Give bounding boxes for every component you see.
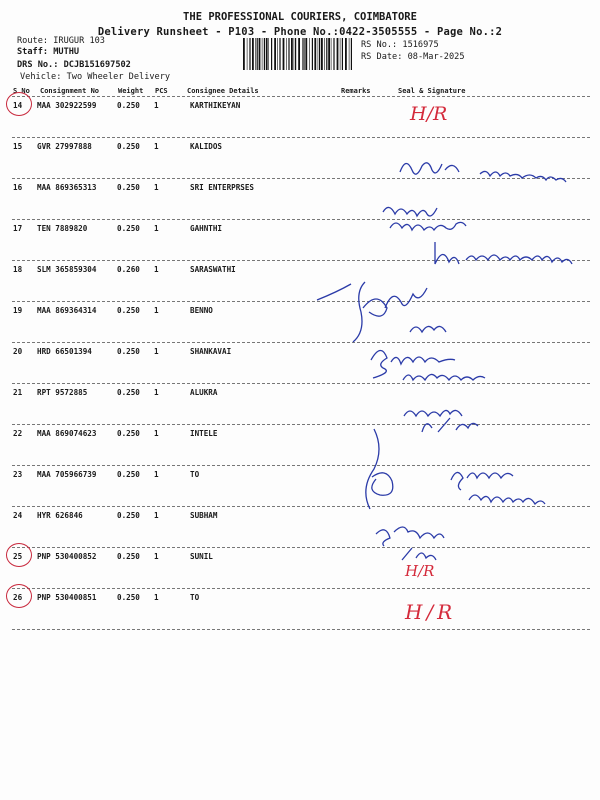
row-consignee: TO xyxy=(190,593,200,602)
route-line xyxy=(17,36,105,46)
row-consignment-no: SLM 365859304 xyxy=(37,265,97,274)
col-sno-header: S No xyxy=(13,87,30,95)
row-sno: 20 xyxy=(13,347,23,356)
signature-row25 xyxy=(372,520,462,566)
row-consignment-no: HYR 626846 xyxy=(37,511,83,520)
row-consignment-no: MAA 869074623 xyxy=(37,429,97,438)
row-consignment-no: HRD 66501394 xyxy=(37,347,92,356)
row-consignment-no: RPT 9572885 xyxy=(37,388,88,397)
row-weight: 0.250 xyxy=(117,347,140,356)
row-pcs: 1 xyxy=(154,183,159,192)
row-sno: 23 xyxy=(13,470,23,479)
signature-row17 xyxy=(430,238,595,272)
col-seal-header: Seal & Signature xyxy=(398,87,466,95)
row-sno: 18 xyxy=(13,265,23,274)
row-pcs: 1 xyxy=(154,347,159,356)
row-consignment-no: TEN 7889820 xyxy=(37,224,88,233)
col-consignment-header: Consignment No xyxy=(40,87,100,95)
route-value: IRUGUR 103 xyxy=(53,36,105,46)
row-consignment-no: PNP 530400852 xyxy=(37,552,97,561)
row-weight: 0.250 xyxy=(117,429,140,438)
red-circle-mark xyxy=(6,584,32,608)
company-title: THE PROFESSIONAL COURIERS, COIMBATORE xyxy=(183,11,417,23)
rs-no-value: 1516975 xyxy=(402,40,439,50)
row-consignee: SUBHAM xyxy=(190,511,218,520)
table-row xyxy=(0,384,600,425)
row-pcs: 1 xyxy=(154,470,159,479)
row-consignee: GAHNTHI xyxy=(190,224,223,233)
row-sno: 16 xyxy=(13,183,23,192)
signature-row19 xyxy=(315,278,475,348)
col-consignee-header: Consignee Details xyxy=(187,87,259,95)
row-weight: 0.250 xyxy=(117,593,140,602)
signature-row23 xyxy=(445,462,575,510)
signature-row16 xyxy=(378,196,508,236)
row-sno: 21 xyxy=(13,388,23,397)
row-consignee: KALIDOS xyxy=(190,142,223,151)
row-pcs: 1 xyxy=(154,142,159,151)
row-consignment-no: GVR 27997888 xyxy=(37,142,92,151)
row-consignee: SRI ENTERPRSES xyxy=(190,183,255,192)
table-row xyxy=(0,302,600,343)
table-row xyxy=(0,97,600,138)
row-weight: 0.250 xyxy=(117,552,140,561)
drs-line xyxy=(17,60,131,70)
col-remarks-header: Remarks xyxy=(341,87,371,95)
rs-date-label: RS Date: xyxy=(361,52,403,62)
rs-date-value: 08-Mar-2025 xyxy=(407,52,465,62)
row-weight: 0.250 xyxy=(117,306,140,315)
signature-row20 xyxy=(367,344,537,388)
row-pcs: 1 xyxy=(154,429,159,438)
row-pcs: 1 xyxy=(154,511,159,520)
row-consignee: SARASWATHI xyxy=(190,265,236,274)
staff-value: MUTHU xyxy=(53,47,80,57)
row-sno: 17 xyxy=(13,224,23,233)
table-row xyxy=(0,507,600,548)
row-consignee: SHANKAVAI xyxy=(190,347,232,356)
route-label: Route: xyxy=(17,36,49,46)
row-weight: 0.250 xyxy=(117,388,140,397)
staff-label: Staff: xyxy=(17,47,49,57)
row-consignee: BENNO xyxy=(190,306,213,315)
row-consignee: SUNIL xyxy=(190,552,213,561)
row-consignment-no: MAA 869364314 xyxy=(37,306,97,315)
row-weight: 0.250 xyxy=(117,224,140,233)
row-sno: 24 xyxy=(13,511,23,520)
col-weight-header: Weight xyxy=(118,87,144,95)
row-consignment-no: PNP 530400851 xyxy=(37,593,97,602)
signature-mark-row22-23 xyxy=(352,425,412,515)
row-sno: 19 xyxy=(13,306,23,315)
row-sno: 25 xyxy=(13,552,23,561)
table-row xyxy=(0,425,600,466)
rs-no-line xyxy=(361,40,439,50)
signature-row15 xyxy=(395,150,585,190)
row-pcs: 1 xyxy=(154,101,159,110)
row-sno: 26 xyxy=(13,593,23,602)
barcode-image xyxy=(243,38,353,70)
row-weight: 0.250 xyxy=(117,183,140,192)
handwritten-mark-row26: H/R xyxy=(405,600,457,624)
row-weight: 0.260 xyxy=(117,265,140,274)
row-consignee: ALUKRA xyxy=(190,388,218,397)
row-consignee: INTELE xyxy=(190,429,218,438)
vehicle-line xyxy=(20,72,170,82)
row-sno: 22 xyxy=(13,429,23,438)
row-weight: 0.250 xyxy=(117,142,140,151)
table-row xyxy=(0,589,600,630)
drs-label: DRS No.: xyxy=(17,60,59,70)
col-pcs-header: PCS xyxy=(155,87,168,95)
red-circle-mark xyxy=(6,543,32,567)
row-weight: 0.250 xyxy=(117,511,140,520)
row-sno: 15 xyxy=(13,142,23,151)
row-pcs: 1 xyxy=(154,593,159,602)
vehicle-label: Vehicle: xyxy=(20,72,62,82)
row-divider xyxy=(12,629,590,630)
row-consignee: KARTHIKEYAN xyxy=(190,101,241,110)
rs-no-label: RS No.: xyxy=(361,40,398,50)
row-pcs: 1 xyxy=(154,265,159,274)
handwritten-mark-row14: H/R xyxy=(410,103,448,125)
drs-value: DCJB151697502 xyxy=(63,60,131,70)
vehicle-value: Two Wheeler Delivery xyxy=(66,72,171,82)
row-sno: 14 xyxy=(13,101,23,110)
row-consignment-no: MAA 869365313 xyxy=(37,183,97,192)
red-circle-mark xyxy=(6,92,32,116)
row-pcs: 1 xyxy=(154,306,159,315)
handwritten-mark-row25: H/R xyxy=(405,562,435,580)
runsheet-subtitle: Delivery Runsheet - P103 - Phone No.:0422-3505555 - Page No.:2 xyxy=(97,26,503,38)
row-consignment-no: MAA 705966739 xyxy=(37,470,97,479)
table-row xyxy=(0,548,600,589)
row-pcs: 1 xyxy=(154,224,159,233)
rs-date-line xyxy=(361,52,465,62)
signature-row21 xyxy=(400,396,490,436)
row-weight: 0.250 xyxy=(117,470,140,479)
row-weight: 0.250 xyxy=(117,101,140,110)
row-pcs: 1 xyxy=(154,552,159,561)
row-pcs: 1 xyxy=(154,388,159,397)
staff-line xyxy=(17,47,79,57)
row-consignment-no: MAA 302922599 xyxy=(37,101,97,110)
row-consignee: TO xyxy=(190,470,200,479)
